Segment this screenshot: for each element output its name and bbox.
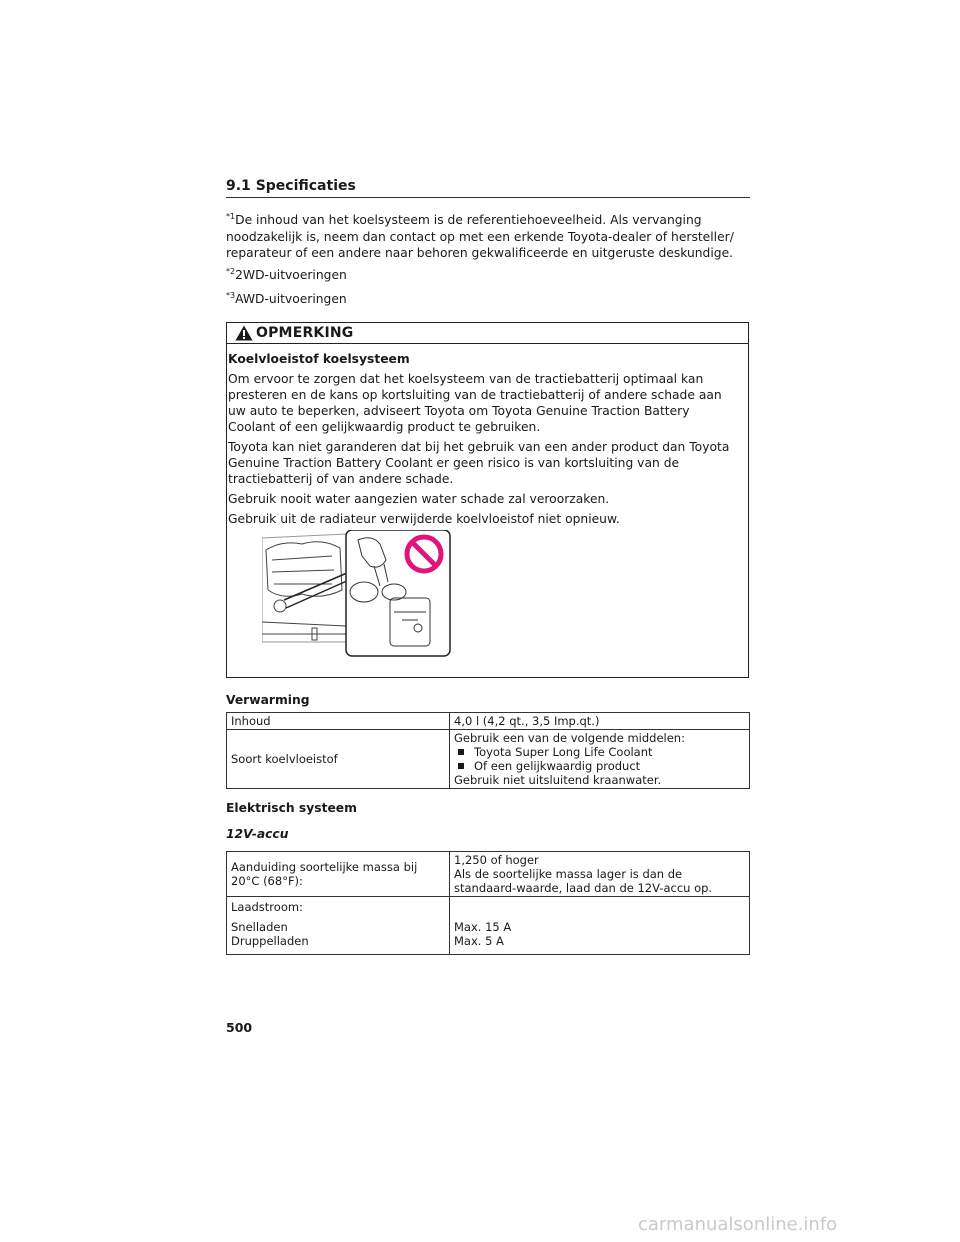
coolant-type-note: Gebruik niet uitsluitend kraanwater. [454, 773, 662, 787]
section-name: Specificaties [255, 178, 356, 194]
list-item: Toyota Super Long Life Coolant [454, 745, 745, 759]
section-title [226, 178, 750, 198]
footnote-2 [226, 264, 750, 284]
gravity-note: Als de soortelijke massa lager is dan de standaard-waarde, laad dan de 12V-accu op. [454, 867, 713, 895]
gravity-value-text: 1,250 of hoger [454, 853, 539, 867]
footnote-mark: *2 [226, 267, 236, 276]
notice-title: OPMERKING [256, 325, 354, 341]
battery-subheading: 12V-accu [226, 827, 289, 841]
notice-paragraph: Toyota kan niet garanderen dat bij het gebruik van een ander product dan Toyota Genuine Traction Battery Coolant er geen risico is van kortsluiting van de tractiebatterij of van andere schade. [228, 440, 730, 486]
watermark: carmanualsonline.info [638, 1214, 838, 1235]
table-row [227, 713, 750, 730]
page-number: 500 [226, 1020, 253, 1035]
prohibition-icon [407, 537, 441, 571]
capacity-label: Inhoud [227, 713, 450, 730]
heating-table [226, 712, 750, 789]
table-row [227, 897, 750, 955]
battery-table [226, 851, 750, 955]
coolant-type-label: Soort koelvloeistof [227, 730, 450, 789]
notice-subtitle: Koelvloeistof koelsysteem [228, 352, 410, 366]
notice-paragraph: Gebruik uit de radiateur verwijderde koelvloeistof niet opnieuw. [228, 512, 620, 526]
coolant-type-value [450, 730, 750, 789]
table-row [227, 852, 750, 897]
coolant-illustration [262, 530, 452, 658]
footnote-text: AWD-uitvoeringen [235, 292, 347, 306]
gravity-value [450, 852, 750, 897]
coolant-options-list [454, 745, 745, 773]
fast-charge-label: Snelladen [231, 920, 288, 934]
trickle-charge-label: Druppelladen [231, 934, 309, 948]
list-item: Of een gelijkwaardig product [454, 759, 745, 773]
notice-paragraph: Gebruik nooit water aangezien water schade zal veroorzaken. [228, 492, 610, 506]
charge-label: Laadstroom: [231, 900, 303, 914]
coolant-type-intro: Gebruik een van de volgende middelen: [454, 731, 685, 745]
capacity-value: 4,0 l (4,2 qt., 3,5 Imp.qt.) [450, 713, 750, 730]
notice-header [227, 323, 748, 344]
gravity-label: Aanduiding soortelijke massa bij 20°C (68°F): [227, 852, 450, 897]
section-number: 9.1 [226, 178, 251, 194]
footnote-3 [226, 288, 750, 308]
footnote-text: 2WD-uitvoeringen [235, 268, 347, 282]
electrical-heading: Elektrisch systeem [226, 801, 357, 815]
footnote-text: De inhoud van het koelsysteem is de referentiehoeveelheid. Als vervanging noodzakelijk is, neem dan contact op met een erkende Toyota-dealer of hersteller/ reparateur of een andere naar behoren gekwalificeerde en uitgeruste deskundige. [226, 213, 734, 260]
footnote-mark: *1 [226, 212, 236, 221]
heating-heading: Verwarming [226, 693, 310, 707]
warning-triangle-icon [235, 325, 253, 341]
charge-labels [227, 897, 450, 955]
notice-body [227, 344, 748, 527]
footnote-1 [226, 209, 750, 262]
notice-paragraph: Om ervoor te zorgen dat het koelsysteem van de tractiebatterij optimaal kan presteren en de kans op kortsluiting van de tractiebatterij of andere schade aan uw auto te beperken, adviseert Toyota om Toyota Genuine Traction Battery Coolant of een gelijkwaardig product te gebruiken. [228, 372, 722, 434]
trickle-charge-value: Max. 5 A [454, 934, 504, 948]
fast-charge-value: Max. 15 A [454, 920, 512, 934]
footnote-mark: *3 [226, 291, 236, 300]
charge-values [450, 897, 750, 955]
table-row [227, 730, 750, 789]
